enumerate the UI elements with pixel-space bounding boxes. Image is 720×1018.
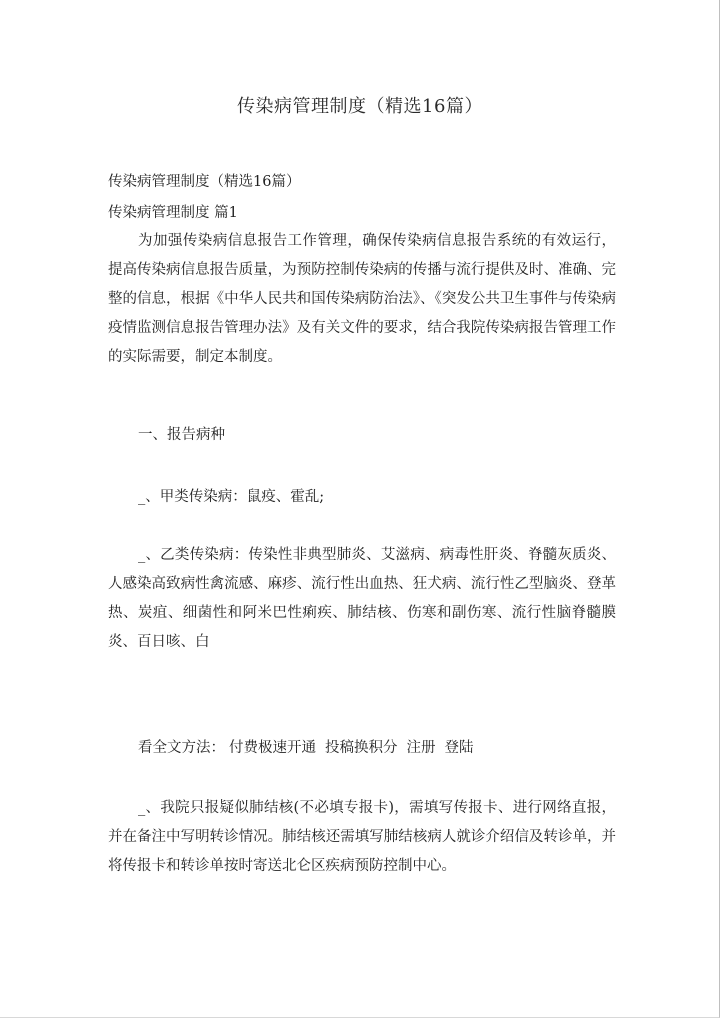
section-heading-report-diseases: 一、报告病种	[138, 427, 225, 443]
register-link[interactable]: 注册	[406, 740, 436, 756]
fast-pay-link[interactable]: 付费极速开通	[229, 740, 316, 756]
document-title: 传染病管理制度（精选16篇）	[237, 96, 483, 117]
class-b-diseases: _、乙类传染病：传染性非典型肺炎、艾滋病、病毒性肝炎、脊髓灰质炎、人感染高致病性禽流感、麻疹、流行性出血热、狂犬病、流行性乙型脑炎、登革热、炭疽、细菌性和阿米巴性痢疾、肺结核、伤寒和副伤寒、流行性脑脊髓膜炎、百日咳、白	[108, 547, 616, 650]
login-link[interactable]: 登陆	[444, 740, 474, 756]
full-text-access-bar	[138, 736, 483, 757]
chapter-heading: 传染病管理制度 篇1	[108, 205, 238, 221]
class-a-diseases: _、甲类传染病：鼠疫、霍乱;	[138, 489, 325, 505]
access-label: 看全文方法：	[138, 740, 225, 756]
document-subtitle: 传染病管理制度（精选16篇）	[108, 174, 301, 190]
intro-paragraph: 为加强传染病信息报告工作管理，确保传染病信息报告系统的有效运行，提高传染病信息报告质量，为预防控制传染病的传播与流行提供及时、准确、完整的信息，根据《中华人民共和国传染病防治法》、《突发公共卫生事件与传染病疫情监测信息报告管理办法》及有关文件的要求，结合我院传染病报告管理工作的实际需要，制定本制度。	[108, 233, 616, 365]
tb-report-paragraph: _、我院只报疑似肺结核(不必填专报卡)，需填写传报卡、进行网络直报，并在备注中写明转诊情况。肺结核还需填写肺结核病人就诊介绍信及转诊单，并将传报卡和转诊单按时寄送北仑区疾病预防控制中心。	[108, 800, 616, 874]
submit-for-points-link[interactable]: 投稿换积分	[325, 740, 398, 756]
